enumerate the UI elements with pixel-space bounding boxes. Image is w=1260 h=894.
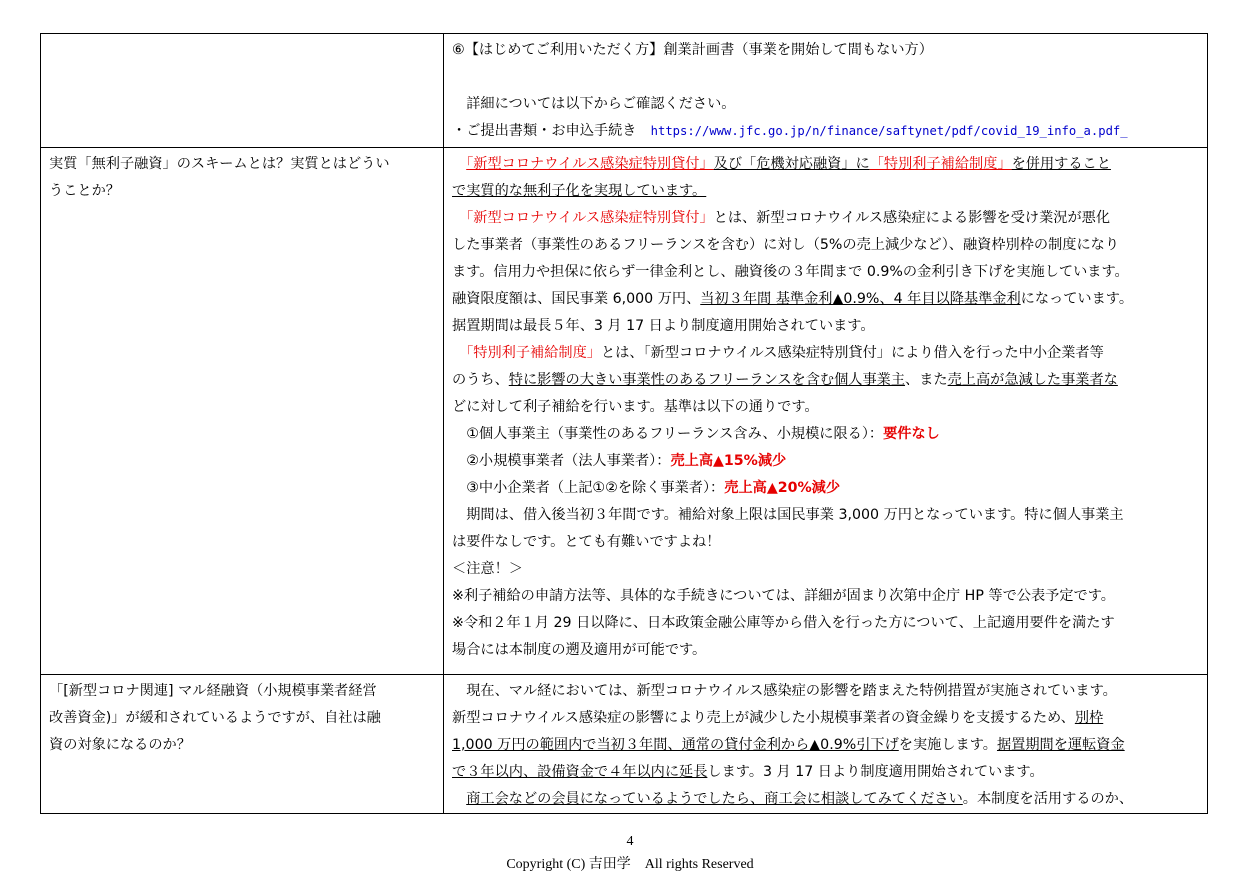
text-segment: ※令和２年１月 29 日以降に、日本政策金融公庫等から借入を行った方について、上記適用要件を満たす <box>452 615 1115 631</box>
text-line <box>452 205 1201 232</box>
text-segment <box>452 345 466 361</box>
text-segment: 別枠 <box>1074 710 1104 726</box>
text-line <box>452 678 1201 705</box>
answer-cell <box>444 34 1208 148</box>
text-segment: 改善資金)」が緩和されているようですが、自社は融 <box>49 710 381 726</box>
text-segment <box>452 156 466 172</box>
text-line <box>452 475 1201 502</box>
text-segment: 資の対象になるのか？ <box>49 737 191 753</box>
text-line <box>49 678 437 705</box>
text-segment <box>452 791 466 807</box>
text-line <box>452 394 1201 421</box>
copyright-text: Copyright (C) 吉田学 All rights Reserved <box>506 857 754 872</box>
text-segment: 新型コロナウイルス感染症の影響により売上が減少した小規模事業者の資金繰りを支援するため、 <box>452 710 1075 726</box>
text-segment: 期間は、借入後当初３年間です。補給対象上限は国民事業 3,000 万円となっています。特に個人事業主 <box>452 507 1124 523</box>
text-segment: 据置期間は最長５年、3 月 17 日より制度適用開始されています。 <box>452 318 875 334</box>
text-segment: 及び「危機対応融資」に <box>713 156 870 172</box>
text-segment: 売上高が急減した事業者な <box>947 372 1118 388</box>
text-line <box>452 340 1201 367</box>
text-line <box>452 313 1201 340</box>
text-line <box>452 118 1201 145</box>
text-segment: を実施します。 <box>898 737 997 753</box>
text-line <box>452 786 1201 813</box>
text-line <box>452 610 1201 637</box>
table-row <box>41 148 1208 675</box>
text-segment: 特に影響の大きい事業性のあるフリーランスを含む個人事業主 <box>508 372 906 388</box>
text-segment: 据置期間を運転資金 <box>996 737 1125 753</box>
text-segment: ①個人事業主（事業性のあるフリーランス含み、小規模に限る）： <box>452 426 884 442</box>
text-segment: とは、「新型コロナウイルス感染症特別貸付」により借入を行った中小企業者等 <box>600 345 1104 361</box>
text-segment: になっています。 <box>1020 291 1134 307</box>
text-line <box>49 151 437 178</box>
text-line <box>452 37 1201 64</box>
text-segment <box>452 210 466 226</box>
text-line <box>452 583 1201 610</box>
text-segment: 売上高▲15%減少 <box>670 453 787 469</box>
text-line <box>452 705 1201 732</box>
table-row <box>41 34 1208 148</box>
text-segment: 「新型コロナウイルス感染症特別貸付」 <box>466 210 714 226</box>
text-segment: 商工会などの会員になっているようでしたら、商工会に相談してみてください <box>466 791 963 807</box>
text-line <box>452 759 1201 786</box>
text-segment: 当初３年間 基準金利▲0.9%、4 年目以降基準金利 <box>700 291 1021 307</box>
question-cell <box>41 675 444 814</box>
answer-cell <box>444 675 1208 814</box>
text-segment: とは、新型コロナウイルス感染症による影響を受け業況が悪化 <box>713 210 1111 226</box>
text-segment: ＜注意！＞ <box>452 561 523 577</box>
text-segment: 詳細については以下からご確認ください。 <box>452 96 736 112</box>
text-line <box>452 259 1201 286</box>
text-segment: で実質的な無利子化を実現しています。 <box>452 183 707 199</box>
text-line <box>452 286 1201 313</box>
text-segment: ※利子補給の申請方法等、具体的な手続きについては、詳細が固まり次第中企庁 HP 等で公表予定です。 <box>452 588 1115 604</box>
text-segment: うことか？ <box>49 183 120 199</box>
text-line <box>49 178 437 205</box>
text-segment: します。3 月 17 日より制度適用開始されています。 <box>707 764 1044 780</box>
answer-cell <box>444 148 1208 675</box>
text-segment: 場合には本制度の遡及適用が可能です。 <box>452 642 707 658</box>
text-segment: 「特別利子補給制度」 <box>466 345 601 361</box>
text-segment: 要件なし <box>883 426 940 442</box>
text-line <box>452 367 1201 394</box>
table-row <box>41 675 1208 814</box>
text-segment: 実質「無利子融資」のスキームとは？実質とはどうい <box>49 156 390 172</box>
text-line <box>452 421 1201 448</box>
text-segment: どに対して利子補給を行います。基準は以下の通りです。 <box>452 399 819 415</box>
text-segment: を併用すること <box>1011 156 1111 172</box>
text-segment: 、また <box>905 372 948 388</box>
text-line <box>452 232 1201 259</box>
text-line <box>452 178 1201 205</box>
text-segment: ・ご提出書類・お申込手続き <box>452 123 651 139</box>
text-segment: ます。信用力や担保に依らず一律金利とし、融資後の３年間まで 0.9%の金利引き下げを実施しています。 <box>452 264 1129 280</box>
text-segment: 売上高▲20%減少 <box>724 480 841 496</box>
text-segment: ③中小企業者（上記①②を除く事業者）： <box>452 480 725 496</box>
text-line <box>49 705 437 732</box>
text-segment: 「特別利子補給制度」 <box>869 156 1012 172</box>
text-line <box>49 732 437 759</box>
faq-table <box>40 33 1208 814</box>
text-line <box>452 529 1201 556</box>
text-segment: で３年以内、設備資金で４年以内に延長 <box>452 764 708 780</box>
text-line <box>452 64 1201 91</box>
text-line <box>452 637 1201 664</box>
text-segment: 現在、マル経においては、新型コロナウイルス感染症の影響を踏まえた特例措置が実施されています。 <box>452 683 1117 699</box>
text-segment: ②小規模事業者（法人事業者）： <box>452 453 671 469</box>
text-line <box>452 91 1201 118</box>
url-link[interactable]: https://www.jfc.go.jp/n/finance/saftynet/pdf/covid_19_info_a.pdf_ <box>650 124 1128 138</box>
text-segment: 融資限度額は、国民事業 6,000 万円、 <box>452 291 701 307</box>
text-segment: のうち、 <box>452 372 509 388</box>
text-line <box>452 448 1201 475</box>
text-line <box>452 732 1201 759</box>
text-segment: 「[新型コロナ関連] マル経融資（小規模事業者経営 <box>49 683 377 699</box>
text-segment: は要件なしです。とても有難いですよね！ <box>452 534 721 550</box>
text-line <box>452 556 1201 583</box>
question-cell <box>41 148 444 675</box>
text-segment: 。本制度を活用するのか、 <box>962 791 1134 807</box>
text-line <box>452 151 1201 178</box>
question-cell <box>41 34 444 148</box>
page-number: 4 <box>626 834 634 849</box>
text-segment: 1,000 万円の範囲内で当初３年間、通常の貸付金利から▲0.9%引下げ <box>452 737 899 753</box>
text-segment: した事業者（事業性のあるフリーランスを含む）に対し（5%の売上減少など）、融資枠別枠の制度になり <box>452 237 1120 253</box>
text-segment: 「新型コロナウイルス感染症特別貸付」 <box>466 156 714 172</box>
text-line <box>452 502 1201 529</box>
text-segment: ⑥【はじめてご利用いただく方】創業計画書（事業を開始して間もない方） <box>452 42 933 58</box>
